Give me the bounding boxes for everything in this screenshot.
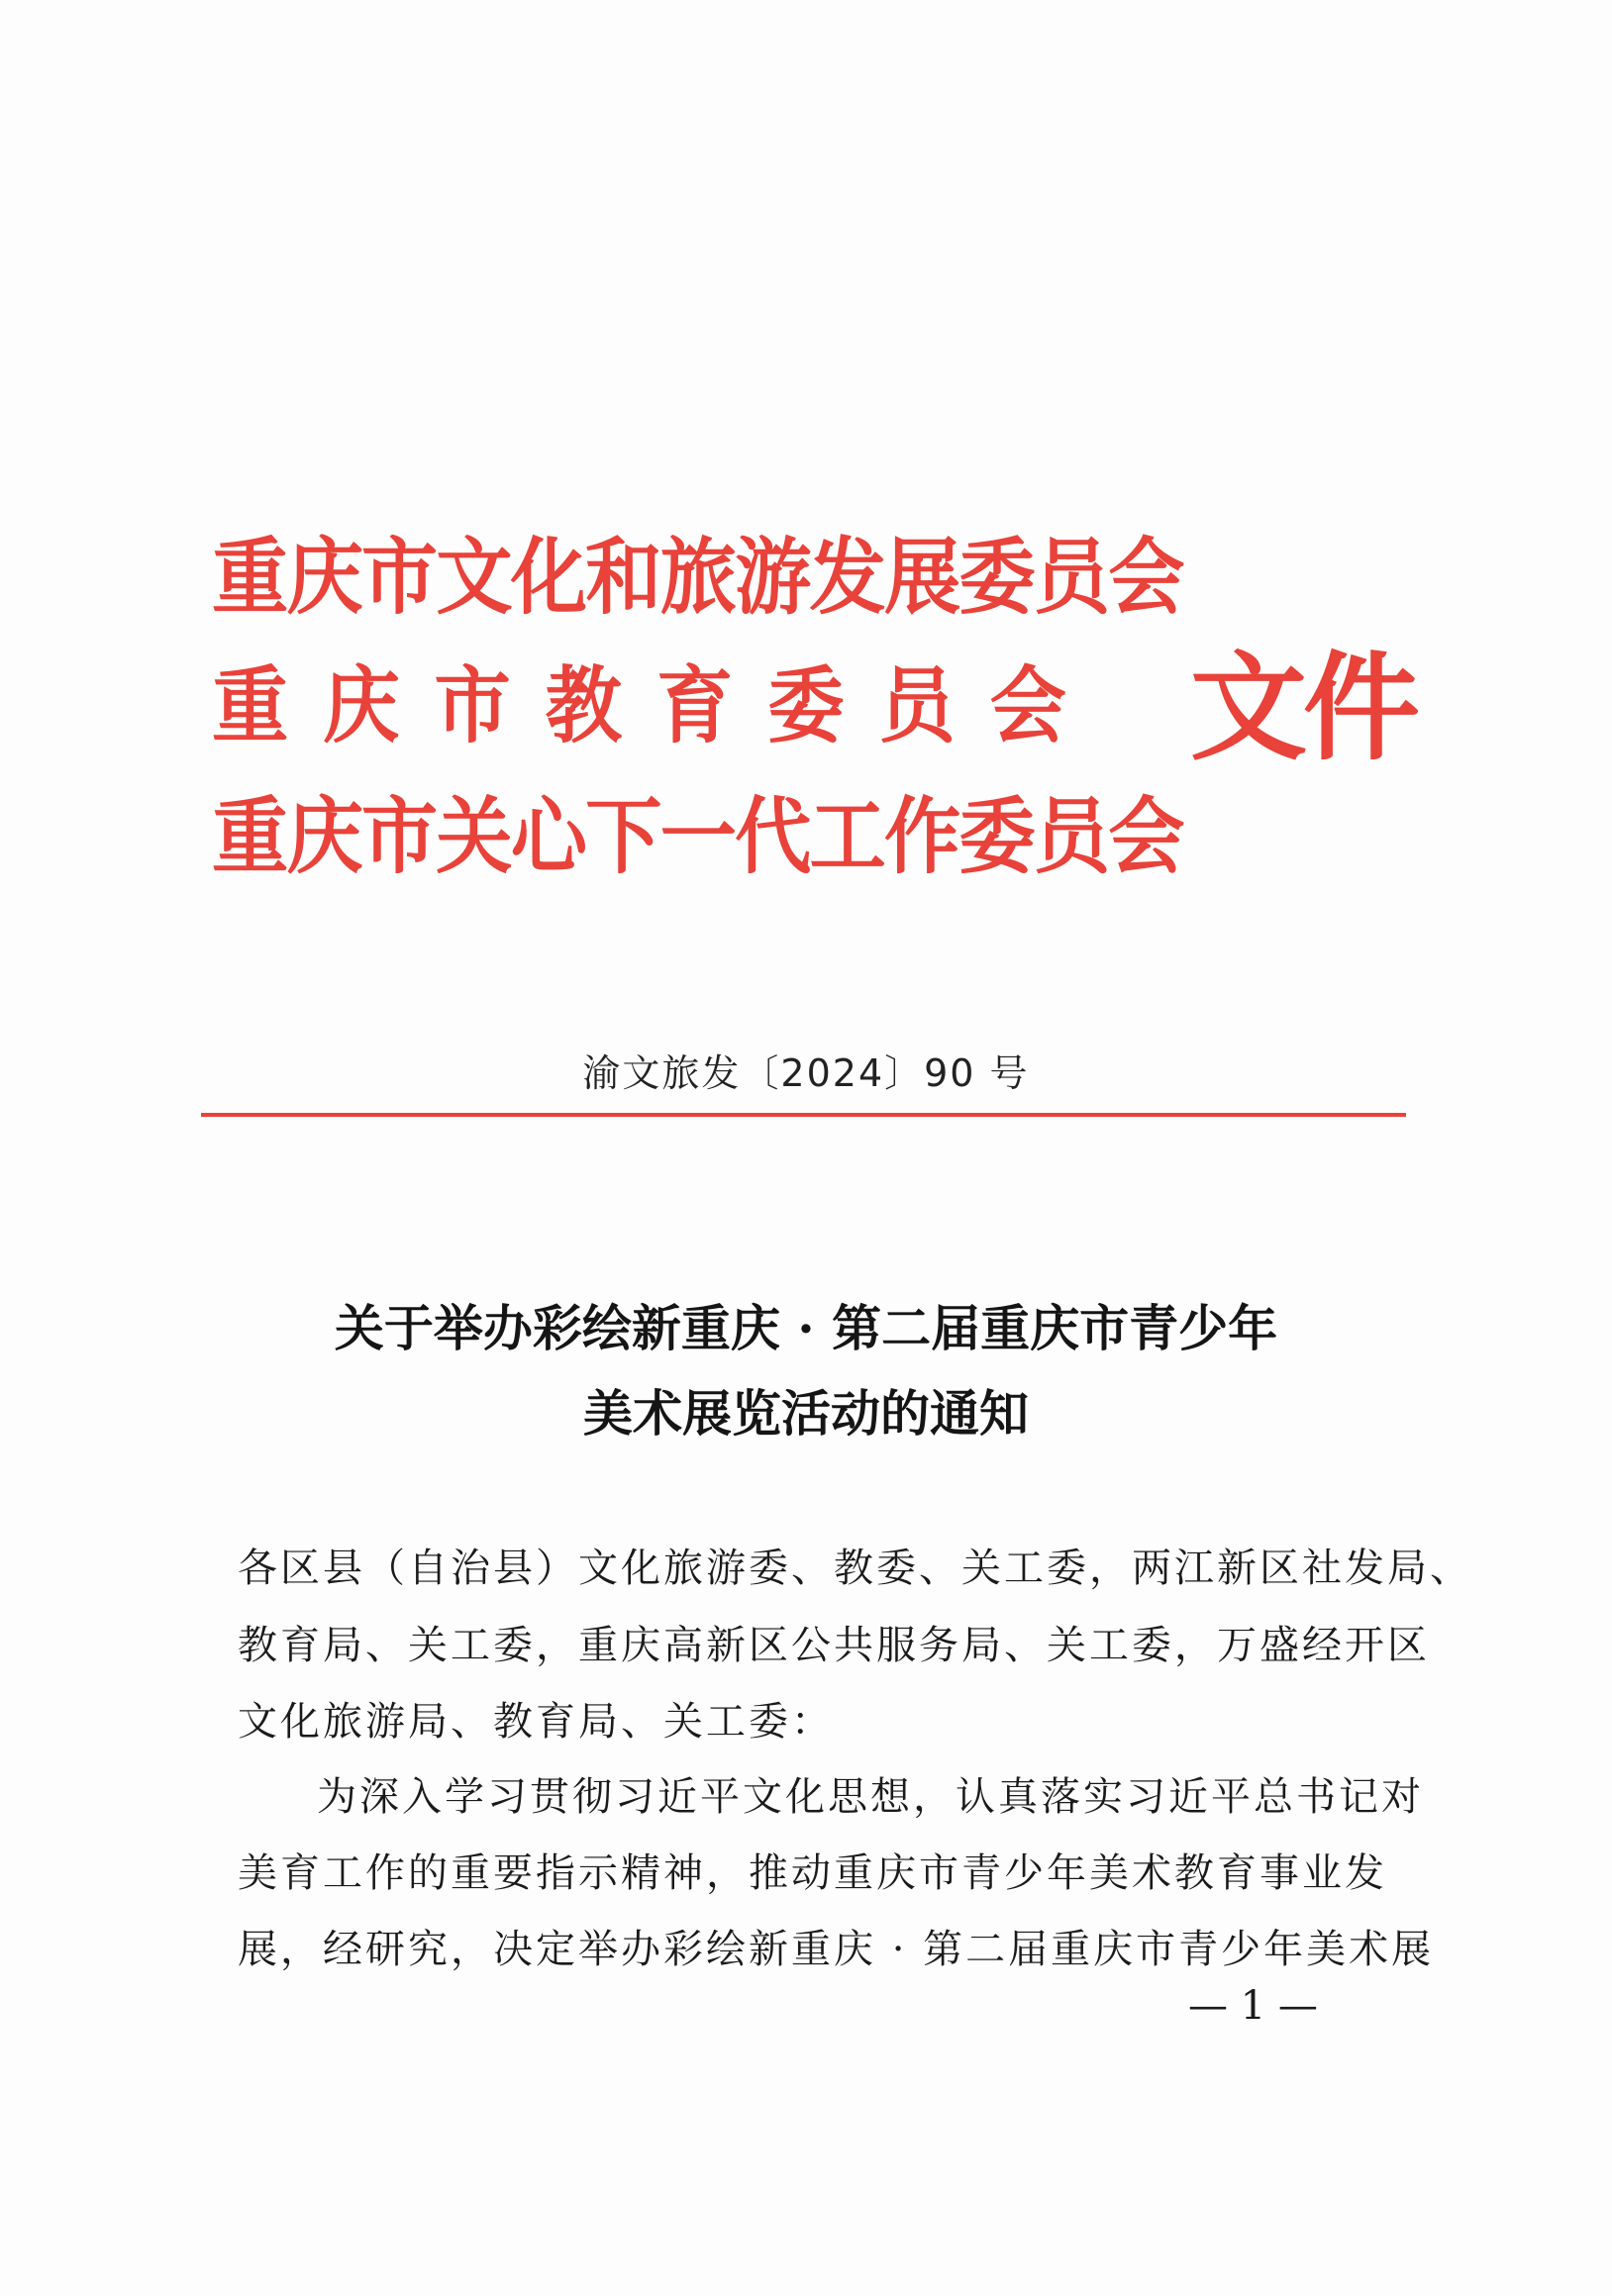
paragraph-line: 为深入学习贯彻习近平文化思想，认真落实习近平总书记对 xyxy=(317,1774,1424,1820)
red-divider xyxy=(201,1113,1406,1117)
notice-title-line-1: 关于举办彩绘新重庆 · 第二届重庆市青少年 xyxy=(334,1299,1278,1357)
issuer-education: 重庆市教育委员会 xyxy=(212,657,1101,754)
paragraph-line: 展，经研究，决定举办彩绘新重庆 · 第二届重庆市青少年美术展 xyxy=(238,1927,1435,1972)
recipients-line: 各区县（自治县）文化旅游委、教委、关工委，两江新区社发局、 xyxy=(238,1546,1472,1591)
recipients-line: 文化旅游局、教育局、关工委： xyxy=(238,1699,834,1745)
document-label: 文件 xyxy=(1190,640,1417,776)
notice-title-line-2: 美术展览活动的通知 xyxy=(583,1384,1029,1443)
issuer-next-generation: 重庆市关心下一代工作委员会 xyxy=(212,788,1183,885)
recipients-line: 教育局、关工委，重庆高新区公共服务局、关工委，万盛经开区 xyxy=(238,1623,1430,1668)
issuer-culture-tourism: 重庆市文化和旅游发展委员会 xyxy=(212,529,1183,626)
document-header xyxy=(212,530,1420,946)
paragraph-line: 美育工作的重要指示精神，推动重庆市青少年美术教育事业发 xyxy=(238,1850,1387,1896)
page-number: — 1 — xyxy=(1188,1983,1318,2029)
document-number: 渝文旅发〔2024〕90 号 xyxy=(582,1051,1030,1095)
